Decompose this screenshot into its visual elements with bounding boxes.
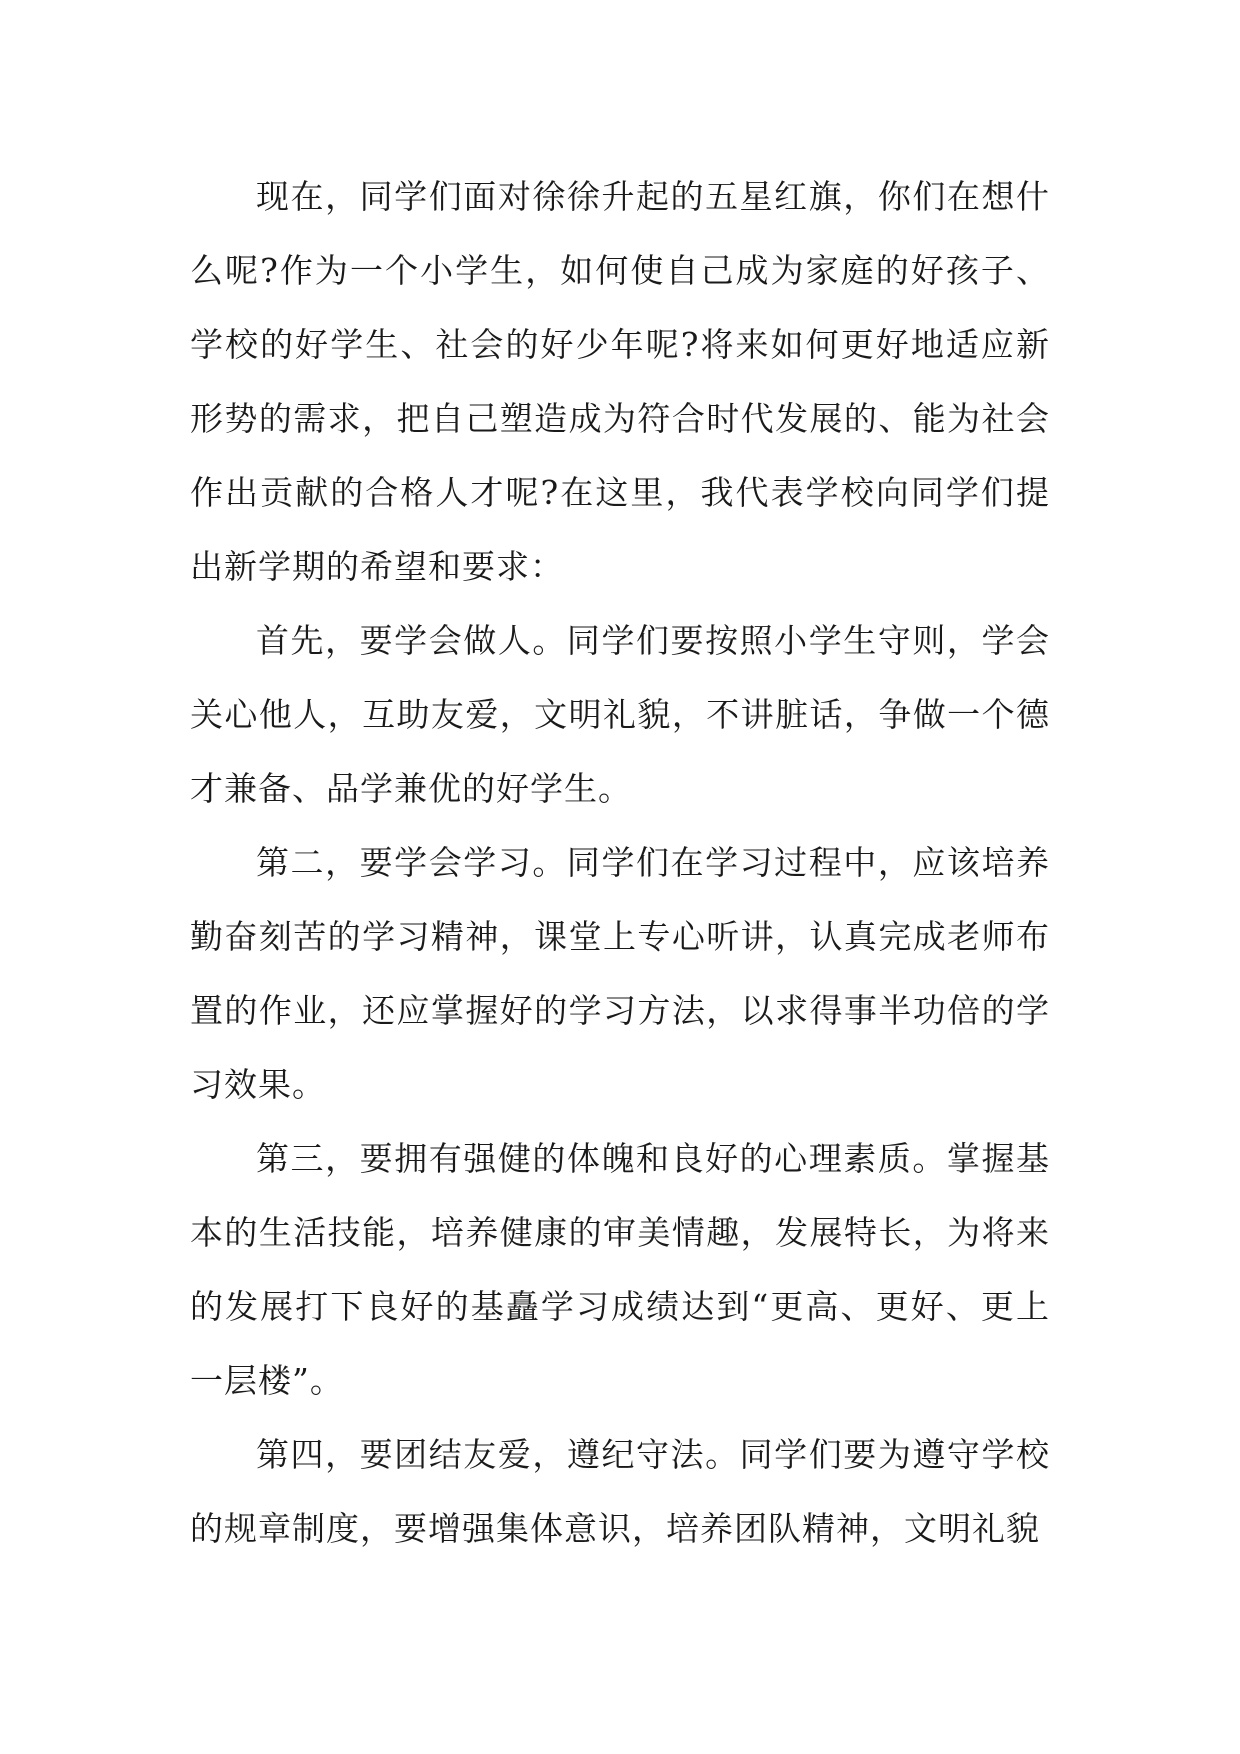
paragraph-second: 第二，要学会学习。同学们在学习过程中，应该培养勤奋刻苦的学习精神，课堂上专心听讲，认真完成老师布置的作业，还应掌握好的学习方法，以求得事半功倍的学习效果。 <box>190 843 1050 1104</box>
paragraph-first: 首先，要学会做人。同学们要按照小学生守则，学会关心他人，互助友爱，文明礼貌，不讲脏话，争做一个德才兼备、品学兼优的好学生。 <box>190 621 1050 808</box>
paragraph-third: 第三，要拥有强健的体魄和良好的心理素质。掌握基本的生活技能，培养健康的审美情趣，发展特长，为将来的发展打下良好的基矗学习成绩达到“更高、更好、更上一层楼”。 <box>190 1139 1050 1400</box>
document-body <box>190 160 1050 1566</box>
paragraph-intro: 现在，同学们面对徐徐升起的五星红旗，你们在想什么呢?作为一个小学生，如何使自己成为家庭的好孩子、学校的好学生、社会的好少年呢?将来如何更好地适应新形势的需求，把自己塑造成为符合时代发展的、能为社会作出贡献的合格人才呢?在这里，我代表学校向同学们提出新学期的希望和要求： <box>190 177 1050 586</box>
paragraph-fourth: 第四，要团结友爱，遵纪守法。同学们要为遵守学校的规章制度，要增强集体意识，培养团队精神，文明礼貌 <box>190 1435 1050 1548</box>
